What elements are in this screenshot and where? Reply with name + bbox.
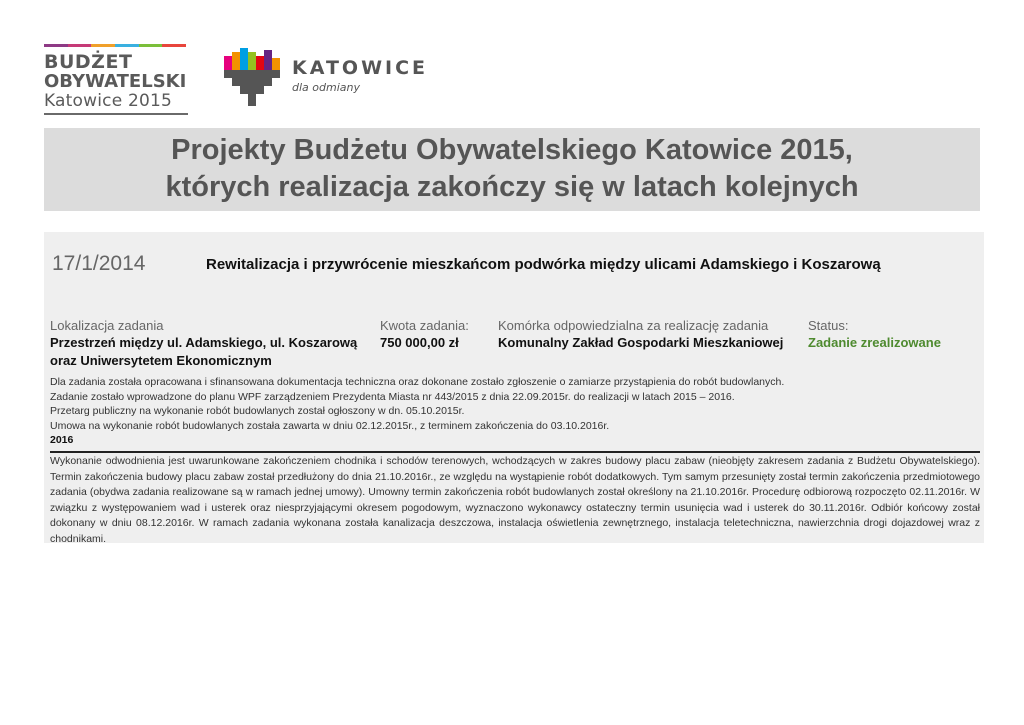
project-number: 17/1/2014 [52, 252, 146, 275]
status-column [808, 317, 978, 352]
page-title-line2: których realizacja zakończy się w latach kolejnych [165, 171, 859, 203]
katowice-mark-icon [224, 48, 280, 106]
katowice-logo-tagline: dla odmiany [292, 81, 360, 94]
page-title-band [44, 128, 980, 211]
note-line: Dla zadania została opracowana i sfinansowana dokumentacja techniczna oraz dokonane zostało zgłoszenie o zamiarze przystąpienia do robót budowlanych. [50, 376, 785, 388]
note-line: Przetarg publiczny na wykonanie robót budowlanych został ogłoszony w dn. 05.10.2015r. [50, 405, 465, 417]
project-name: Rewitalizacja i przywrócenie mieszkańcom podwórka między ulicami Adamskiego i Koszarową [206, 256, 881, 273]
note-line: Zadanie zostało wprowadzone do planu WPF zarządzeniem Prezydenta Miasta nr 443/2015 z dnia 22.09.2015r. do realizacji w latach 2015 – 2016. [50, 390, 735, 403]
unit-label: Komórka odpowiedzialna za realizację zadania [498, 318, 769, 333]
logo-text-budzet: BUDŻET [44, 51, 133, 73]
color-segment [68, 44, 92, 47]
logo-color-bar [44, 44, 186, 47]
note-line: Umowa na wykonanie robót budowlanych została zawarta w dniu 02.12.2015r., z terminem zakończenia do 03.10.2016r. [50, 419, 610, 432]
color-segment [115, 44, 139, 47]
project-notes [50, 375, 980, 448]
katowice-logo-name: KATOWICE [292, 57, 429, 79]
unit-column [498, 317, 798, 352]
amount-value: 750 000,00 zł [380, 335, 459, 350]
status-label: Status: [808, 318, 849, 333]
logo-underline [44, 113, 188, 115]
color-segment [44, 44, 68, 47]
page-title-line1: Projekty Budżetu Obywatelskiego Katowice 2015, [171, 134, 853, 166]
color-segment [91, 44, 115, 47]
location-value: Przestrzeń między ul. Adamskiego, ul. Koszarową oraz Uniwersytetem Ekonomicznym [50, 335, 358, 368]
logo-text-obywatelski: OBYWATELSKI [44, 71, 187, 92]
amount-column [380, 317, 490, 352]
note-year: 2016 [50, 434, 74, 446]
location-column [50, 317, 360, 370]
section-divider [50, 451, 980, 453]
project-description: Wykonanie odwodnienia jest uwarunkowane zakończeniem chodnika i schodów terenowych, wchodzących w zakres budowy placu zabaw (nieobjęty zakresem zadania z Budżetu Obywatelskiego). Termin zakończenia budowy placu zabaw został przedłużony do dnia 21.10.2016r., ze względu na wystąpienie robót dodatkowych. Tym samym przesunięty został termin zakończenia przedmiotowego zadania (obydwa zadania realizowane są w ramach jednej umowy). Umowny termin zakończenia robót budowlanych został określony na 21.10.2016r. Procedurę odbiorową rozpoczęto 02.11.2016r. W związku z występowaniem wad i usterek oraz niesprzyjającymi okresem pogodowym, wyznaczono wykonawcy ostateczny termin usunięcia wad i usterek do 30.11.2016r. Odbiór końcowy został dokonany w dniu 08.12.2016r. W ramach zadania wykonana została kanalizacja deszczowa, instalacja oświetlenia zewnętrznego, instalacja teletechniczna, nawierzchnia drogi dojazdowej wraz z chodnikami. [50, 455, 980, 545]
budzet-obywatelski-logo [44, 44, 188, 115]
unit-value: Komunalny Zakład Gospodarki Mieszkaniowej [498, 335, 784, 350]
status-value: Zadanie zrealizowane [808, 335, 941, 350]
color-segment [139, 44, 163, 47]
location-label: Lokalizacja zadania [50, 318, 164, 333]
amount-label: Kwota zadania: [380, 318, 469, 333]
logo-text-katowice-2015: Katowice 2015 [44, 91, 173, 111]
project-card [44, 232, 984, 543]
color-segment [162, 44, 186, 47]
